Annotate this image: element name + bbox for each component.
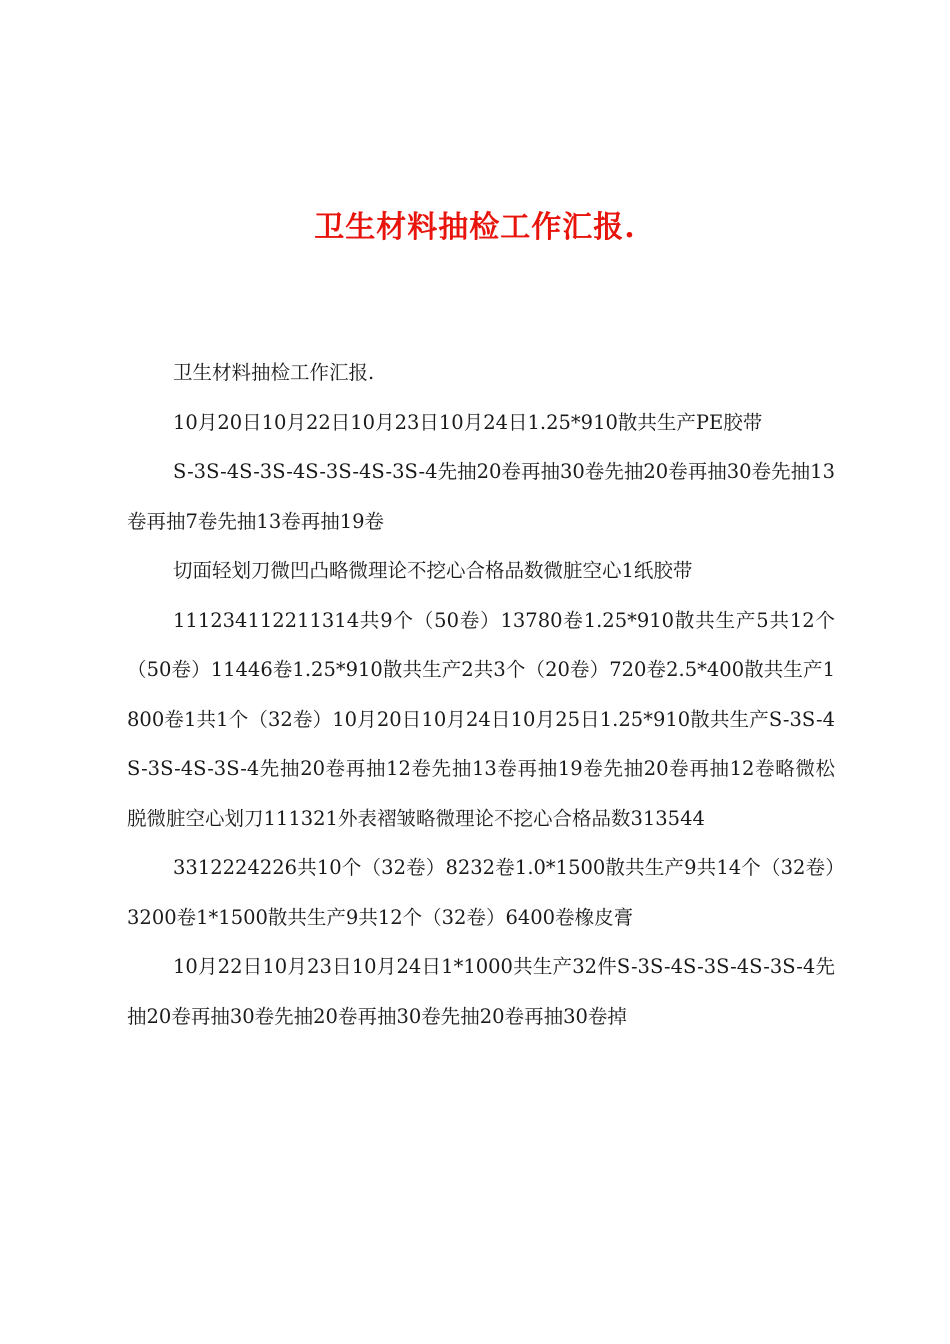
document-body xyxy=(127,348,835,1041)
paragraph: 3312224226共10个（32卷）8232卷1.0*1500散共生产9共14个（32卷）3200卷1*1500散共生产9共12个（32卷）6400卷橡皮膏 xyxy=(127,856,835,929)
paragraph: 卫生材料抽检工作汇报. xyxy=(173,361,375,384)
document-title: 卫生材料抽检工作汇报. xyxy=(314,210,636,245)
paragraph: 111234112211314共9个（50卷）13780卷1.25*910散共生产5共12个（50卷）11446卷1.25*910散共生产2共3个（20卷）720卷2.5*400散共生产1800卷1共1个（32卷）10月20日10月24日10月25日1.25*910散共生产S-3S-4S-3S-4S-3S-4先抽20卷再抽12卷先抽13卷再抽19卷先抽20卷再抽12卷略微松脱微脏空心划刀111321外表褶皱略微理论不挖心合格品数313544 xyxy=(127,608,835,830)
paragraph: 切面轻划刀微凹凸略微理论不挖心合格品数微脏空心1纸胶带 xyxy=(173,559,693,582)
paragraph: 10月20日10月22日10月23日10月24日1.25*910散共生产PE胶带 xyxy=(173,410,763,434)
paragraph: 10月22日10月23日10月24日1*1000共生产32件S-3S-4S-3S-4S-3S-4先抽20卷再抽30卷先抽20卷再抽30卷先抽20卷再抽30卷掉 xyxy=(127,955,835,1028)
paragraph: S-3S-4S-3S-4S-3S-4S-3S-4先抽20卷再抽30卷先抽20卷再抽30卷先抽13卷再抽7卷先抽13卷再抽19卷 xyxy=(127,460,835,533)
